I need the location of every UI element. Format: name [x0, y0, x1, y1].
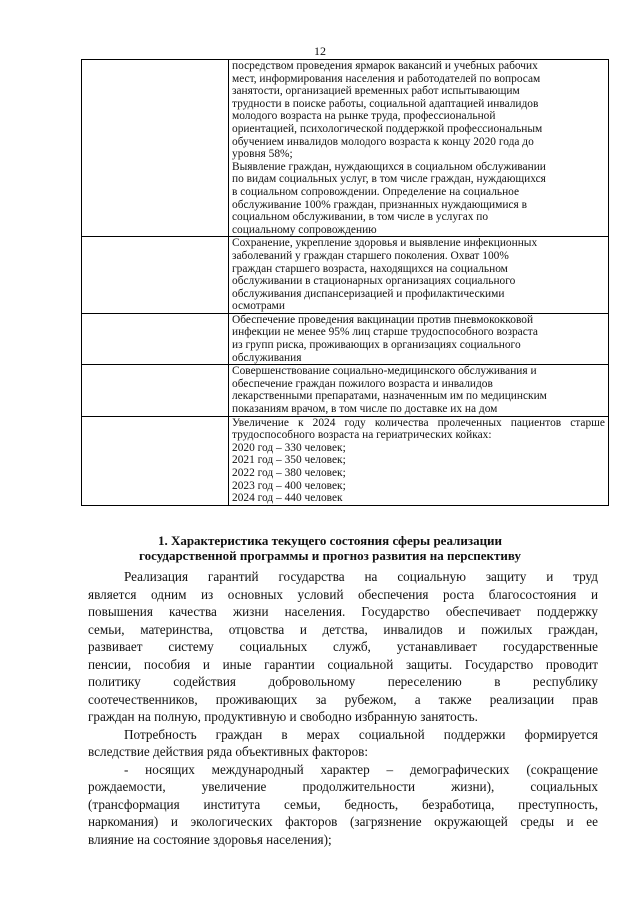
- heading-line: 1. Характеристика текущего состояния сферы реализации: [157, 533, 503, 548]
- table-cell-left: [82, 416, 229, 505]
- cell-line: социальном обслуживании, в том числе в услугах по: [232, 211, 489, 224]
- text-line: Потребность граждан в мерах социальной поддержки формируется: [124, 726, 598, 742]
- table-cell-left: [82, 60, 229, 237]
- cell-line: 2020 год – 330 человек;: [232, 441, 346, 454]
- cell-line: граждан старшего возраста, находящихся на социальном: [232, 262, 508, 275]
- cell-line: по видам социальных услуг, в том числе граждан, нуждающихся: [232, 173, 546, 186]
- table-cell-left: [82, 313, 229, 364]
- cell-line: обслуживании в стационарных организациях социального: [232, 275, 516, 288]
- cell-line: Совершенствование социально-медицинского обслуживания и: [232, 365, 537, 378]
- cell-line: мест, информирования населения и работодателей по вопросам: [232, 72, 541, 85]
- section-body: [88, 568, 598, 848]
- table-row: [82, 60, 609, 237]
- cell-line: обеспечение граждан пожилого возраста и инвалидов: [232, 377, 493, 390]
- text-line: (трансформация института семьи, бедность, безработица, преступность,: [88, 796, 598, 812]
- section-heading: [60, 533, 600, 563]
- goals-table: [81, 59, 609, 506]
- text-line: наркомания) и экологических факторов (загрязнение окружающей среды и ее: [88, 814, 598, 829]
- cell-line: 2023 год – 400 человек;: [232, 479, 346, 492]
- text-line: влияние на состояние здоровья населения);: [88, 831, 332, 847]
- cell-line: Выявление граждан, нуждающихся в социальном обслуживании: [232, 160, 546, 173]
- cell-line: 2022 год – 380 человек;: [232, 467, 346, 479]
- cell-line: занятости, организацией временных работ испытывающим: [232, 85, 520, 98]
- paragraph: [88, 726, 598, 761]
- cell-line: инфекции не менее 95% лиц старше трудоспособного возраста: [232, 326, 538, 339]
- table-row: [82, 365, 609, 416]
- cell-line: посредством проведения ярмарок вакансий и учебных рабочих: [232, 60, 538, 72]
- cell-line: уровня 58%;: [232, 148, 293, 161]
- cell-line: обслуживания диспансеризацией и профилактическими: [232, 287, 505, 300]
- table-row: [82, 313, 609, 364]
- cell-line: заболеваний у граждан старшего поколения. Охват 100%: [232, 249, 509, 262]
- cell-paragraph: Увеличение к 2024 году количества пролеченных пациентов старше трудоспособного возраста на гериатрических койках:: [232, 416, 605, 442]
- table-cell-text: [229, 313, 609, 364]
- cell-line: из групп риска, проживающих в организациях социального: [232, 339, 521, 352]
- cell-line: лекарственными препаратами, назначенным им по медицинским: [232, 390, 547, 403]
- text-line: граждан на полную, продуктивную и свободно избранную занятость.: [88, 709, 478, 724]
- table-row: [82, 237, 609, 314]
- text-line: развивает систему социальных служб, устанавливает государственные: [88, 639, 598, 654]
- text-line: политику содействия добровольному переселению в республику: [88, 674, 598, 689]
- cell-line: обучением инвалидов молодого возраста к концу 2020 года до: [232, 135, 534, 148]
- text-line: соотечественников, проживающих за рубежом, а также реализации прав: [88, 691, 598, 707]
- cell-line: показаниям врачом, в том числе по доставке их на дом: [232, 403, 498, 416]
- text-line: - носящих международный характер – демографических (сокращение: [124, 761, 598, 777]
- table-cell-text: [229, 60, 609, 237]
- cell-line: осмотрами: [232, 300, 285, 313]
- table-cell-left: [82, 237, 229, 314]
- cell-line: 2021 год – 350 человек;: [232, 454, 346, 467]
- heading-line: государственной программы и прогноз развития на перспективу: [139, 548, 521, 563]
- table-cell-text: [229, 237, 609, 314]
- text-line: вследствие действия ряда объективных факторов:: [88, 744, 369, 759]
- text-line: повышения качества жизни населения. Государство обеспечивает поддержку: [88, 604, 598, 619]
- table-cell-left: [82, 365, 229, 416]
- text-line: рождаемости, увеличение продолжительности жизни), социальных: [88, 779, 598, 794]
- cell-line: 2024 год – 440 человек: [232, 492, 343, 505]
- text-line: семьи, материнства, отцовства и детства, инвалидов и пожилых граждан,: [88, 621, 598, 637]
- table-row: [82, 416, 609, 505]
- text-line: пенсии, пособия и иные гарантии социальной защиты. Государство проводит: [88, 656, 598, 672]
- cell-line: Сохранение, укрепление здоровья и выявление инфекционных: [232, 237, 538, 250]
- cell-line: обслуживание 100% граждан, признанных нуждающимися в: [232, 198, 527, 211]
- cell-line: молодого возраста на рынке труда, профессиональной: [232, 110, 496, 123]
- page-number: 12: [314, 44, 326, 58]
- text-line: является одним из основных условий обеспечения роста благосостояния и: [88, 586, 598, 602]
- paragraph: [88, 761, 598, 849]
- table-cell-text: [229, 365, 609, 416]
- paragraph: [88, 568, 598, 726]
- cell-line: обслуживания: [232, 351, 302, 364]
- cell-line: Обеспечение проведения вакцинации против пневмококковой: [232, 313, 534, 326]
- table-cell-text: [229, 416, 609, 505]
- text-line: Реализация гарантий государства на социальную защиту и труд: [124, 569, 598, 584]
- cell-line: в социальном сопровождении. Определение на социальное: [232, 185, 520, 198]
- cell-line: ориентацией, психологической поддержкой профессиональным: [232, 122, 543, 135]
- cell-line: социальному сопровождению: [232, 223, 377, 236]
- cell-line: трудности в поиске работы, социальной адаптацией инвалидов: [232, 97, 539, 110]
